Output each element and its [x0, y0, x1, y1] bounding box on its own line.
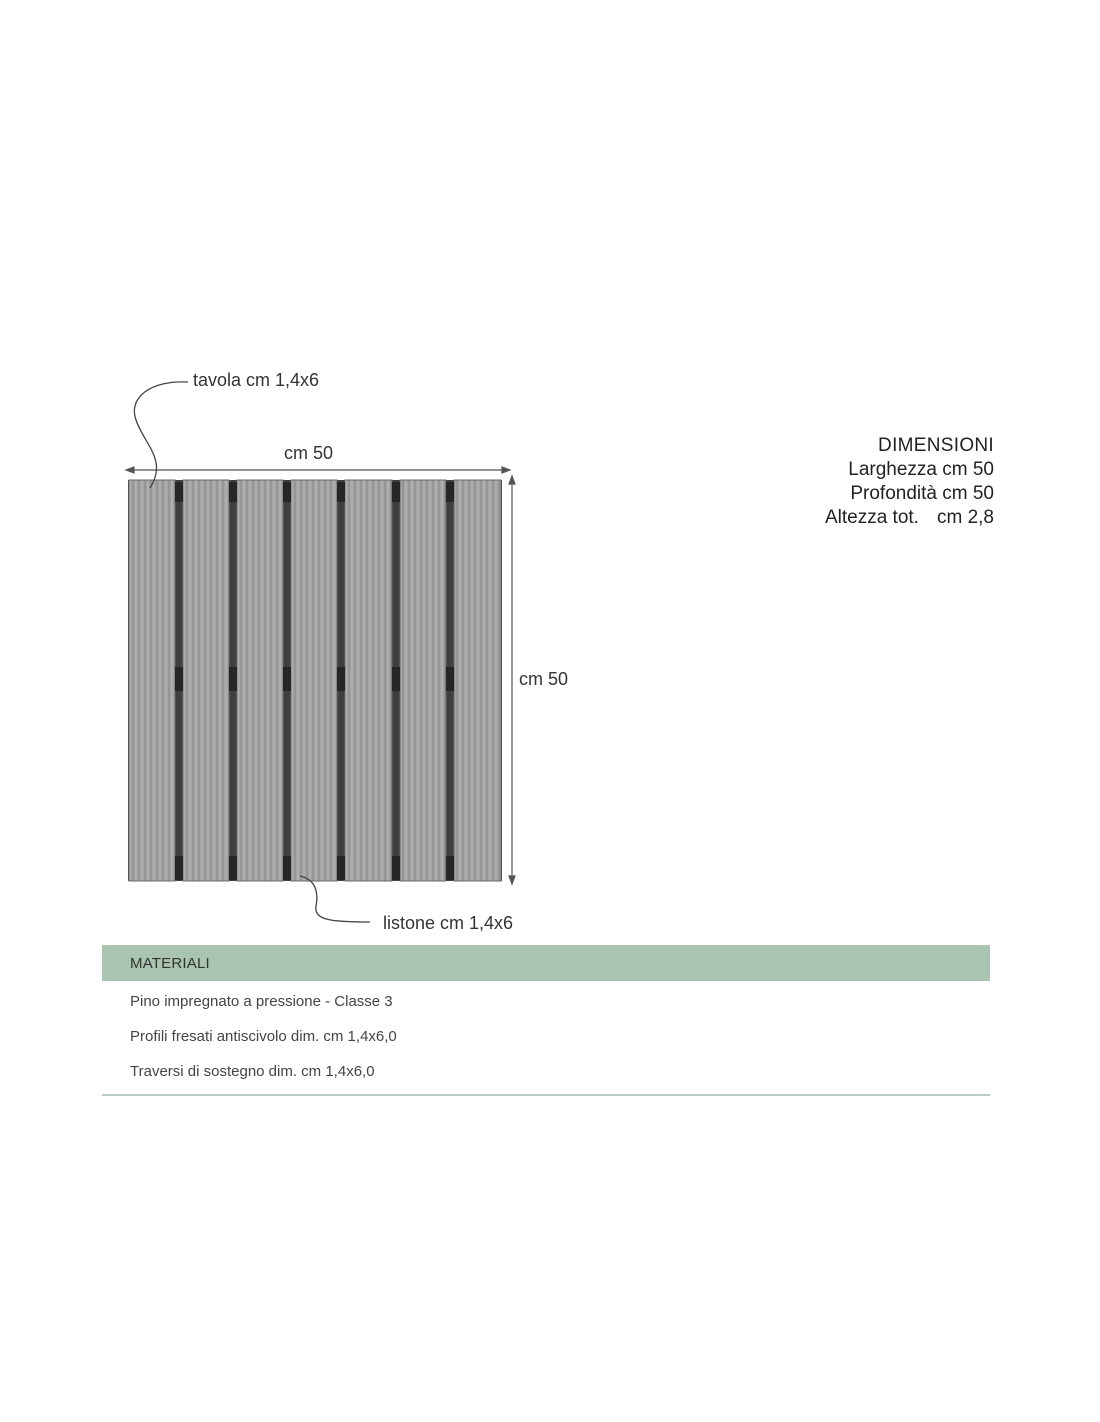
tavola-label: tavola cm 1,4x6 [193, 370, 320, 390]
listone-label: listone cm 1,4x6 [383, 913, 514, 933]
width-spec: Larghezza cm 50 [848, 459, 994, 480]
plank [183, 480, 229, 881]
plank [291, 480, 337, 881]
dimensions-block [825, 434, 994, 530]
plank [237, 480, 283, 881]
listone-leader [300, 876, 370, 922]
plank [454, 480, 501, 881]
height-spec-label: Altezza tot. [824, 507, 919, 528]
materials-header: MATERIALI [102, 945, 990, 981]
plank [129, 480, 175, 881]
height-spec-value: cm 2,8 [936, 507, 994, 528]
depth-spec: Profondità cm 50 [850, 483, 994, 504]
material-item: Pino impregnato a pressione - Classe 3 [130, 993, 393, 1010]
planks [129, 480, 501, 881]
width-dimension-line [126, 467, 510, 473]
tavola-leader [134, 382, 188, 488]
width-label: cm 50 [284, 443, 334, 463]
material-item: Profili fresati antiscivolo dim. cm 1,4x6,0 [130, 1028, 397, 1045]
materials-section [102, 945, 990, 1096]
dimensions-title: DIMENSIONI [878, 435, 994, 456]
plank [345, 480, 392, 881]
plank [400, 480, 446, 881]
height-label: cm 50 [519, 669, 569, 689]
materials-divider [102, 1094, 990, 1096]
height-dimension-line [509, 476, 515, 884]
material-item: Traversi di sostegno dim. cm 1,4x6,0 [130, 1063, 375, 1080]
height-spec [825, 506, 994, 530]
